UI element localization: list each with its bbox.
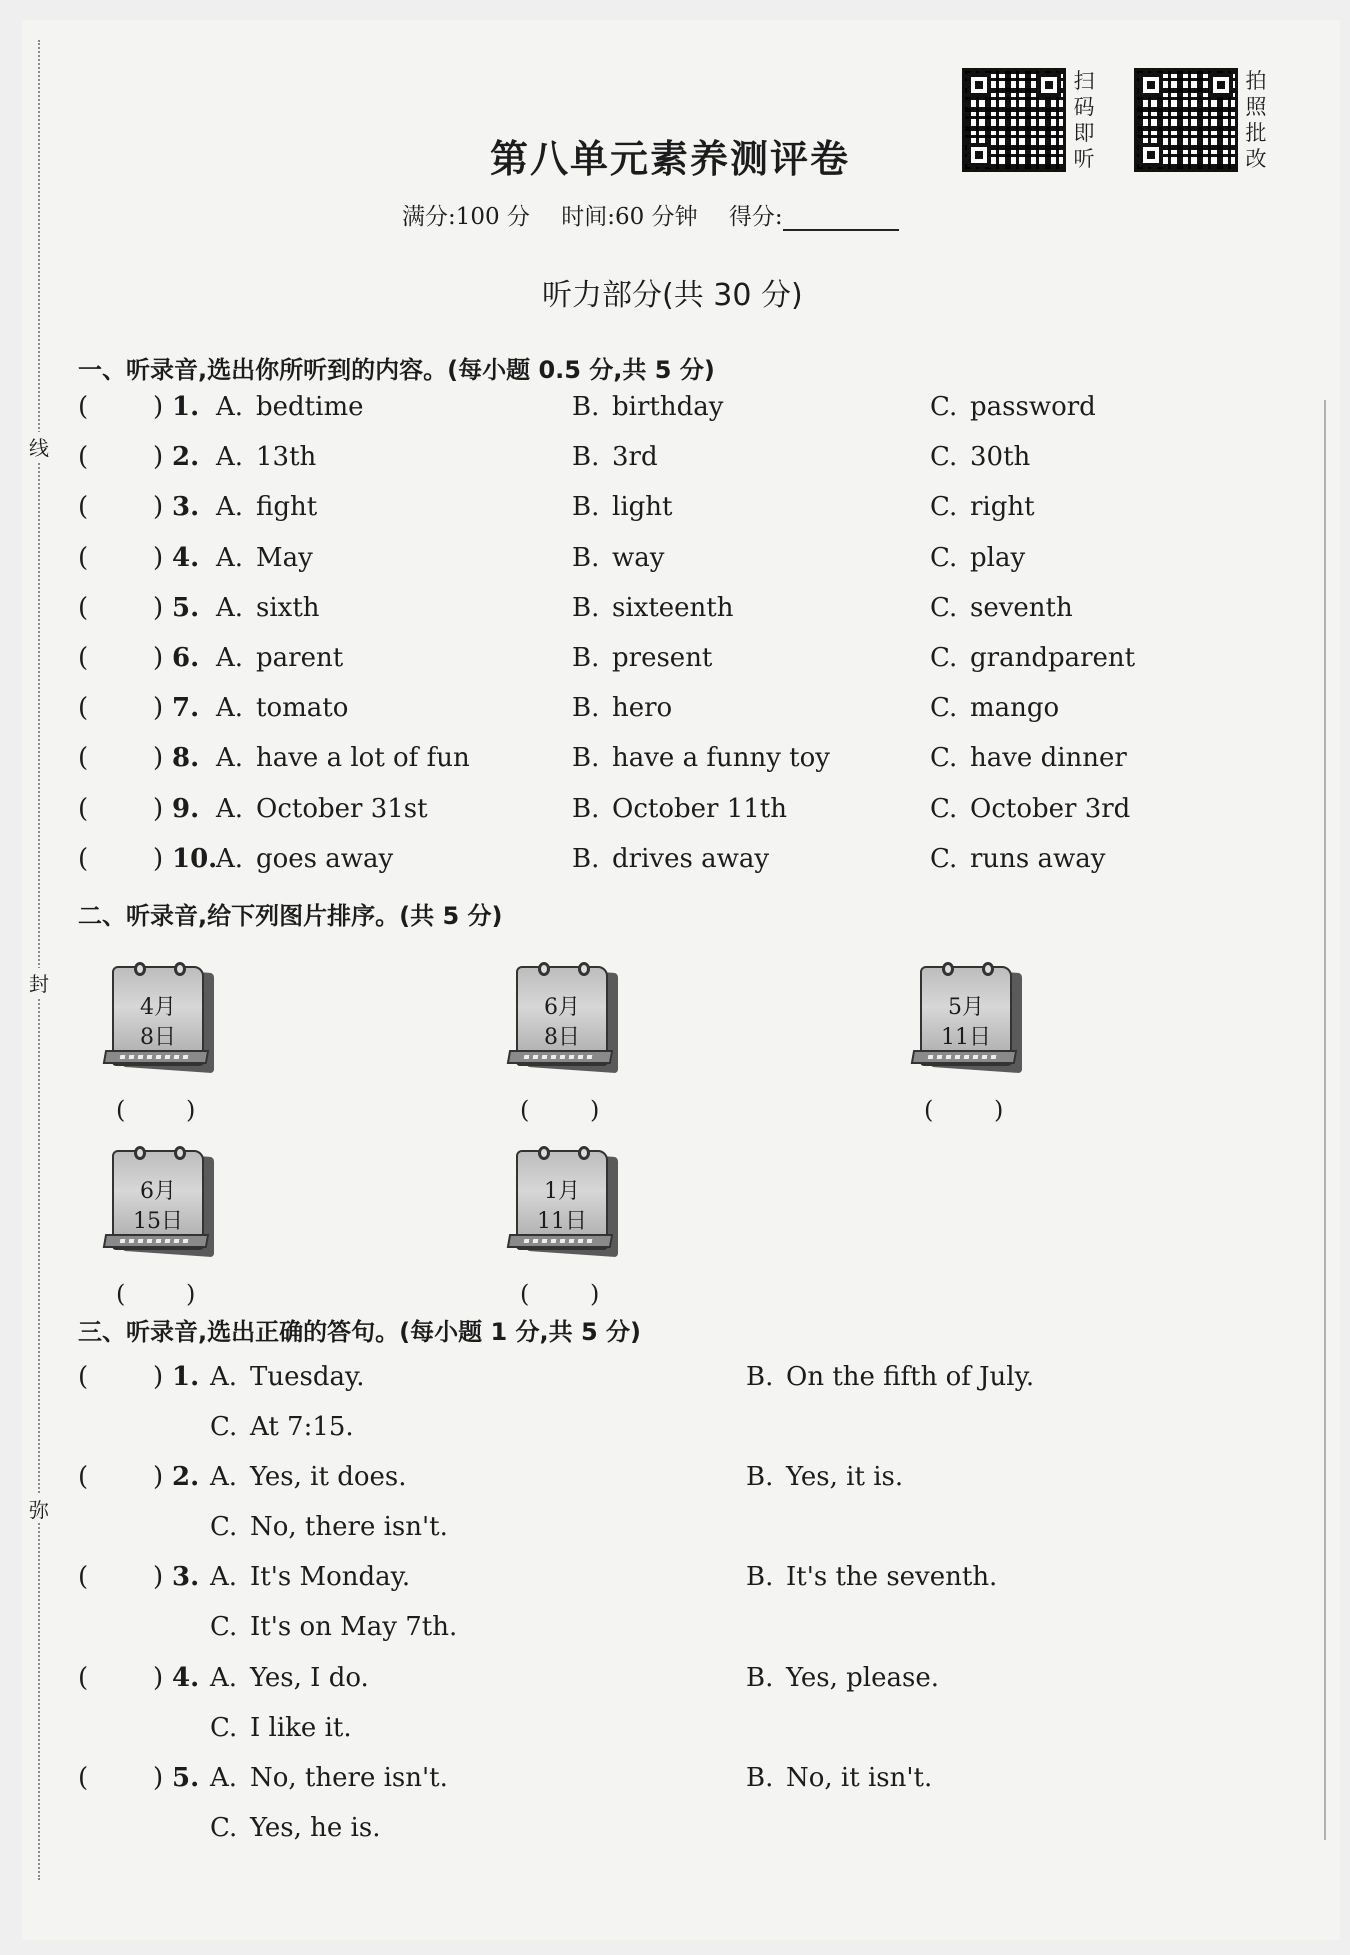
- option-b: [572, 794, 787, 824]
- calendar-ring: [578, 962, 590, 976]
- option-letter: B.: [746, 1362, 774, 1392]
- question-number: 8.: [172, 743, 200, 774]
- calendar-month: 4月: [140, 995, 176, 1020]
- option-c: [210, 1713, 352, 1743]
- option-b: [746, 1663, 939, 1693]
- time-limit: 时间:60 分钟: [561, 204, 698, 230]
- calendar-base: [507, 1234, 613, 1248]
- option-text: October 3rd: [970, 793, 1131, 824]
- option-letter: A.: [210, 1462, 238, 1493]
- option-text: have a funny toy: [612, 743, 830, 774]
- option-letter: C.: [210, 1412, 238, 1442]
- calendar-base: [911, 1050, 1017, 1064]
- question-number: 1.: [172, 392, 200, 422]
- question-number: 4.: [172, 542, 200, 573]
- full-marks: 满分:100 分: [402, 204, 530, 230]
- option-c: [930, 442, 1030, 472]
- calendar-month: 5月: [948, 995, 984, 1020]
- option-text: drives away: [612, 843, 770, 874]
- option-letter: A.: [216, 392, 244, 422]
- question-number: 3.: [172, 492, 200, 523]
- section3-heading: 三、听录音,选出正确的答句。(每小题 1 分,共 5 分): [78, 1318, 641, 1346]
- option-text: play: [970, 542, 1026, 573]
- question-number: 1.: [172, 1362, 200, 1392]
- option-letter: A.: [210, 1662, 238, 1693]
- option-a: [216, 794, 428, 824]
- binding-line: [38, 40, 40, 1880]
- binding-char-xian: 线: [24, 432, 54, 461]
- page-title: 第八单元素养测评卷: [490, 136, 851, 181]
- option-text: birthday: [612, 392, 724, 422]
- question-number: 5.: [172, 1762, 200, 1793]
- option-text: parent: [256, 643, 344, 673]
- option-text: It's Monday.: [250, 1562, 411, 1593]
- section2-heading: 二、听录音,给下列图片排序。(共 5 分): [78, 902, 503, 930]
- option-text: seventh: [970, 592, 1073, 623]
- option-text: 30th: [970, 442, 1031, 473]
- option-text: goes away: [256, 843, 394, 874]
- calendar-image: [508, 962, 624, 1080]
- score-field[interactable]: [783, 207, 899, 231]
- calendar-day: 15日: [133, 1209, 183, 1234]
- option-text: I like it.: [250, 1712, 352, 1743]
- option-a: [216, 543, 313, 573]
- qr-left-label: 扫 码 即 听: [1073, 69, 1095, 171]
- option-b: [746, 1462, 903, 1492]
- option-text: fight: [256, 492, 318, 523]
- option-text: Yes, I do.: [250, 1662, 369, 1693]
- option-text: May: [256, 542, 313, 573]
- option-a: [216, 844, 393, 874]
- option-letter: A.: [216, 442, 244, 473]
- question-number: 3.: [172, 1562, 200, 1593]
- option-letter: B.: [572, 542, 600, 573]
- question-number: 5.: [172, 592, 200, 623]
- option-text: mango: [970, 693, 1060, 724]
- qr-code-listen[interactable]: [962, 68, 1066, 172]
- option-a: [210, 1362, 364, 1392]
- option-b: [572, 693, 672, 723]
- calendar-base: [103, 1050, 209, 1064]
- option-b: [572, 643, 712, 673]
- option-a: [210, 1663, 369, 1693]
- option-text: have dinner: [970, 743, 1127, 774]
- option-text: grandparent: [970, 643, 1136, 673]
- calendar-day: 11日: [941, 1025, 991, 1050]
- option-letter: A.: [216, 492, 244, 523]
- option-c: [930, 643, 1135, 673]
- section1-heading: 一、听录音,选出你所听到的内容。(每小题 0.5 分,共 5 分): [78, 356, 715, 384]
- option-letter: B.: [572, 793, 600, 824]
- option-text: Yes, it does.: [250, 1462, 407, 1493]
- option-letter: B.: [572, 592, 600, 623]
- option-c: [930, 593, 1073, 623]
- option-text: present: [612, 643, 713, 673]
- option-letter: B.: [572, 643, 600, 673]
- option-text: way: [612, 542, 665, 573]
- option-a: [216, 492, 317, 522]
- option-letter: C.: [930, 442, 958, 473]
- option-letter: A.: [210, 1362, 238, 1392]
- option-letter: A.: [216, 793, 244, 824]
- calendar-day: 8日: [544, 1025, 580, 1050]
- option-letter: A.: [216, 843, 244, 874]
- option-letter: A.: [216, 743, 244, 774]
- option-letter: C.: [930, 542, 958, 573]
- option-text: hero: [612, 693, 673, 724]
- option-a: [210, 1763, 448, 1793]
- option-letter: B.: [572, 392, 600, 422]
- option-text: 3rd: [612, 442, 658, 473]
- part-title: 听力部分(共 30 分): [542, 278, 803, 313]
- option-a: [210, 1562, 410, 1592]
- option-c: [210, 1612, 457, 1642]
- option-b: [572, 844, 769, 874]
- option-b: [746, 1362, 1034, 1392]
- option-a: [216, 593, 320, 623]
- option-a: [216, 743, 470, 773]
- calendar-ring: [174, 1146, 186, 1160]
- option-letter: C.: [210, 1812, 238, 1843]
- option-c: [930, 743, 1127, 773]
- option-letter: A.: [210, 1562, 238, 1593]
- binding-char-mi: 弥: [24, 1494, 54, 1523]
- option-a: [216, 442, 316, 472]
- option-letter: A.: [210, 1762, 238, 1793]
- option-text: right: [970, 492, 1035, 523]
- option-letter: C.: [210, 1712, 238, 1743]
- calendar-base: [507, 1050, 613, 1064]
- option-letter: B.: [746, 1662, 774, 1693]
- qr-right-label: 拍 照 批 改: [1245, 69, 1267, 171]
- option-text: password: [970, 392, 1096, 422]
- option-letter: C.: [210, 1612, 238, 1643]
- option-letter: B.: [572, 693, 600, 724]
- question-number: 2.: [172, 442, 200, 473]
- option-text: Yes, it is.: [786, 1462, 904, 1493]
- option-text: It's the seventh.: [786, 1562, 998, 1593]
- option-letter: B.: [572, 492, 600, 523]
- option-text: have a lot of fun: [256, 743, 470, 774]
- option-c: [210, 1813, 380, 1843]
- option-letter: B.: [746, 1462, 774, 1493]
- option-text: It's on May 7th.: [250, 1612, 458, 1643]
- option-c: [210, 1412, 354, 1442]
- option-a: [216, 693, 348, 723]
- option-text: tomato: [256, 693, 349, 724]
- calendar-month: 1月: [544, 1179, 580, 1204]
- question-number: 10.: [172, 843, 218, 874]
- option-letter: C.: [210, 1512, 238, 1543]
- option-text: October 31st: [256, 793, 428, 824]
- option-text: Yes, he is.: [250, 1812, 381, 1843]
- option-text: No, there isn't.: [250, 1512, 448, 1543]
- calendar-month: 6月: [140, 1179, 176, 1204]
- option-b: [572, 593, 733, 623]
- calendar-ring: [174, 962, 186, 976]
- option-text: sixth: [256, 592, 320, 623]
- option-c: [930, 794, 1130, 824]
- option-c: [930, 844, 1105, 874]
- question-number: 7.: [172, 693, 200, 724]
- option-letter: C.: [930, 793, 958, 824]
- option-letter: C.: [930, 643, 958, 673]
- option-c: [930, 492, 1035, 522]
- question-number: 2.: [172, 1462, 200, 1493]
- option-text: At 7:15.: [250, 1412, 354, 1442]
- calendar-day: 8日: [140, 1025, 176, 1050]
- option-c: [930, 543, 1025, 573]
- calendar-day: 11日: [537, 1209, 587, 1234]
- calendar-ring: [134, 962, 146, 976]
- option-text: 13th: [256, 442, 317, 473]
- calendar-ring: [982, 962, 994, 976]
- option-letter: A.: [216, 542, 244, 573]
- option-text: No, there isn't.: [250, 1762, 448, 1793]
- option-text: Yes, please.: [786, 1662, 940, 1693]
- option-letter: B.: [572, 843, 600, 874]
- option-letter: A.: [216, 592, 244, 623]
- option-b: [572, 392, 723, 422]
- option-text: bedtime: [256, 392, 364, 422]
- option-c: [930, 392, 1096, 422]
- question-number: 4.: [172, 1662, 200, 1693]
- option-text: Tuesday.: [250, 1362, 365, 1392]
- option-text: October 11th: [612, 793, 787, 824]
- option-b: [746, 1562, 997, 1592]
- option-b: [572, 543, 664, 573]
- option-text: sixteenth: [612, 592, 734, 623]
- option-text: light: [612, 492, 673, 523]
- option-b: [746, 1763, 932, 1793]
- option-b: [572, 743, 830, 773]
- option-letter: C.: [930, 743, 958, 774]
- calendar-ring: [538, 1146, 550, 1160]
- option-letter: A.: [216, 643, 244, 673]
- option-text: No, it isn't.: [786, 1762, 933, 1793]
- option-letter: B.: [746, 1762, 774, 1793]
- calendar-image: [508, 1146, 624, 1264]
- option-c: [930, 693, 1059, 723]
- option-text: runs away: [970, 843, 1106, 874]
- option-a: [210, 1462, 406, 1492]
- qr-code-grade[interactable]: [1134, 68, 1238, 172]
- option-text: On the fifth of July.: [786, 1362, 1035, 1392]
- option-letter: A.: [216, 693, 244, 724]
- calendar-month: 6月: [544, 995, 580, 1020]
- question-number: 9.: [172, 793, 200, 824]
- option-a: [216, 643, 343, 673]
- option-letter: C.: [930, 492, 958, 523]
- option-a: [216, 392, 363, 422]
- option-letter: C.: [930, 392, 958, 422]
- option-letter: C.: [930, 693, 958, 724]
- score-label: 得分:: [728, 204, 783, 230]
- calendar-image: [912, 962, 1028, 1080]
- calendar-image: [104, 962, 220, 1080]
- option-letter: B.: [572, 743, 600, 774]
- option-b: [572, 492, 672, 522]
- option-letter: C.: [930, 592, 958, 623]
- option-b: [572, 442, 658, 472]
- calendar-base: [103, 1234, 209, 1248]
- calendar-ring: [578, 1146, 590, 1160]
- calendar-ring: [942, 962, 954, 976]
- question-number: 6.: [172, 643, 200, 673]
- option-c: [210, 1512, 448, 1542]
- option-letter: B.: [572, 442, 600, 473]
- calendar-ring: [134, 1146, 146, 1160]
- option-letter: C.: [930, 843, 958, 874]
- calendar-image: [104, 1146, 220, 1264]
- calendar-ring: [538, 962, 550, 976]
- option-letter: B.: [746, 1562, 774, 1593]
- binding-char-feng: 封: [24, 968, 54, 997]
- page-edge: [1324, 400, 1326, 1840]
- exam-meta: [402, 198, 923, 231]
